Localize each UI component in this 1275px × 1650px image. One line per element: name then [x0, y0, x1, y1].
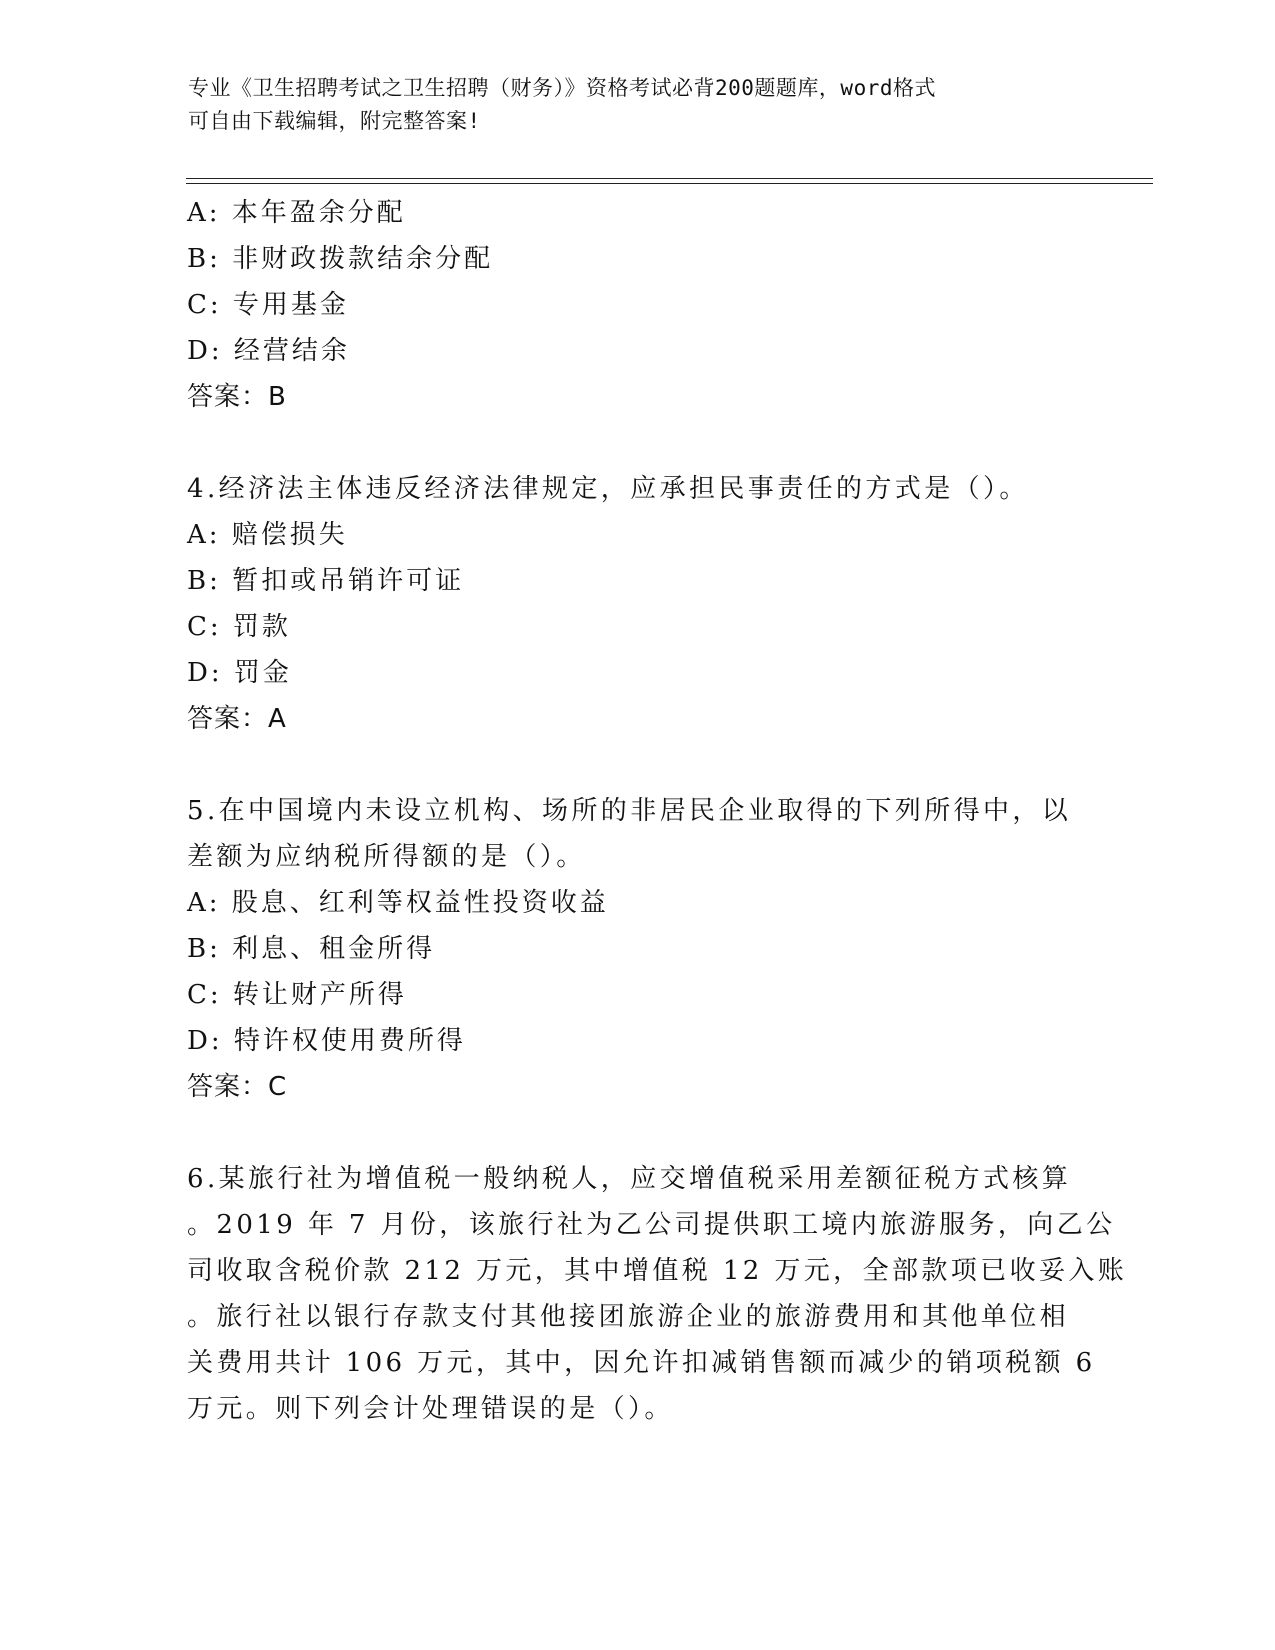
question-4-stem-line: 4.经济法主体违反经济法律规定，应承担民事责任的方式是（）。 — [187, 474, 1029, 504]
question-3-answer: 答案：B — [187, 382, 287, 412]
question-6-stem-line: 关费用共计 106 万元，其中，因允许扣减销售额而减少的销项税额 6 — [187, 1348, 1096, 1378]
question-6-stem-line: 6.某旅行社为增值税一般纳税人，应交增值税采用差额征税方式核算 — [187, 1164, 1072, 1194]
header-line-1: 专业《卫生招聘考试之卫生招聘（财务）》资格考试必背200题题库，word格式 — [188, 76, 936, 100]
document-header — [188, 72, 1088, 138]
question-6-stem — [187, 1156, 1128, 1432]
option-c: C: 专用基金 — [187, 290, 349, 320]
option-a: A: 本年盈余分配 — [187, 198, 406, 228]
header-line-2: 可自由下载编辑，附完整答案! — [188, 109, 481, 133]
option-b: B: 暂扣或吊销许可证 — [187, 566, 465, 596]
question-4-answer: 答案：A — [187, 704, 287, 734]
spacer — [187, 1110, 1087, 1156]
question-4-options — [187, 512, 1087, 696]
question-5-stem-line: 5.在中国境内未设立机构、场所的非居民企业取得的下列所得中，以 — [187, 796, 1072, 826]
option-b: B: 非财政拨款结余分配 — [187, 244, 494, 274]
question-6-stem-line: 万元。则下列会计处理错误的是（）。 — [187, 1394, 674, 1424]
question-5-stem-line: 差额为应纳税所得额的是（）。 — [187, 842, 586, 872]
question-5-answer: 答案：C — [187, 1072, 288, 1102]
question-5-stem — [187, 788, 1087, 880]
option-d: D: 特许权使用费所得 — [187, 1026, 466, 1056]
question-6-stem-line: 司收取含税价款 212 万元，其中增值税 12 万元，全部款项已收妥入账 — [187, 1256, 1128, 1286]
question-6-stem-line: 。旅行社以银行存款支付其他接团旅游企业的旅游费用和其他单位相 — [187, 1302, 1070, 1332]
option-c: C: 罚款 — [187, 612, 291, 642]
option-a: A: 股息、红利等权益性投资收益 — [187, 888, 609, 918]
option-c: C: 转让财产所得 — [187, 980, 407, 1010]
question-content — [187, 190, 1128, 1432]
header-divider-bottom — [186, 183, 1153, 184]
header-divider-top — [186, 178, 1153, 179]
option-b: B: 利息、租金所得 — [187, 934, 436, 964]
question-4-stem — [187, 466, 1087, 512]
option-d: D: 经营结余 — [187, 336, 350, 366]
option-a: A: 赔偿损失 — [187, 520, 348, 550]
option-d: D: 罚金 — [187, 658, 292, 688]
question-5-options — [187, 880, 1087, 1064]
question-6-stem-line: 。2019 年 7 月份，该旅行社为乙公司提供职工境内旅游服务，向乙公 — [187, 1210, 1116, 1240]
spacer — [187, 742, 1087, 788]
question-3-options — [187, 190, 1087, 374]
spacer — [187, 420, 1087, 466]
